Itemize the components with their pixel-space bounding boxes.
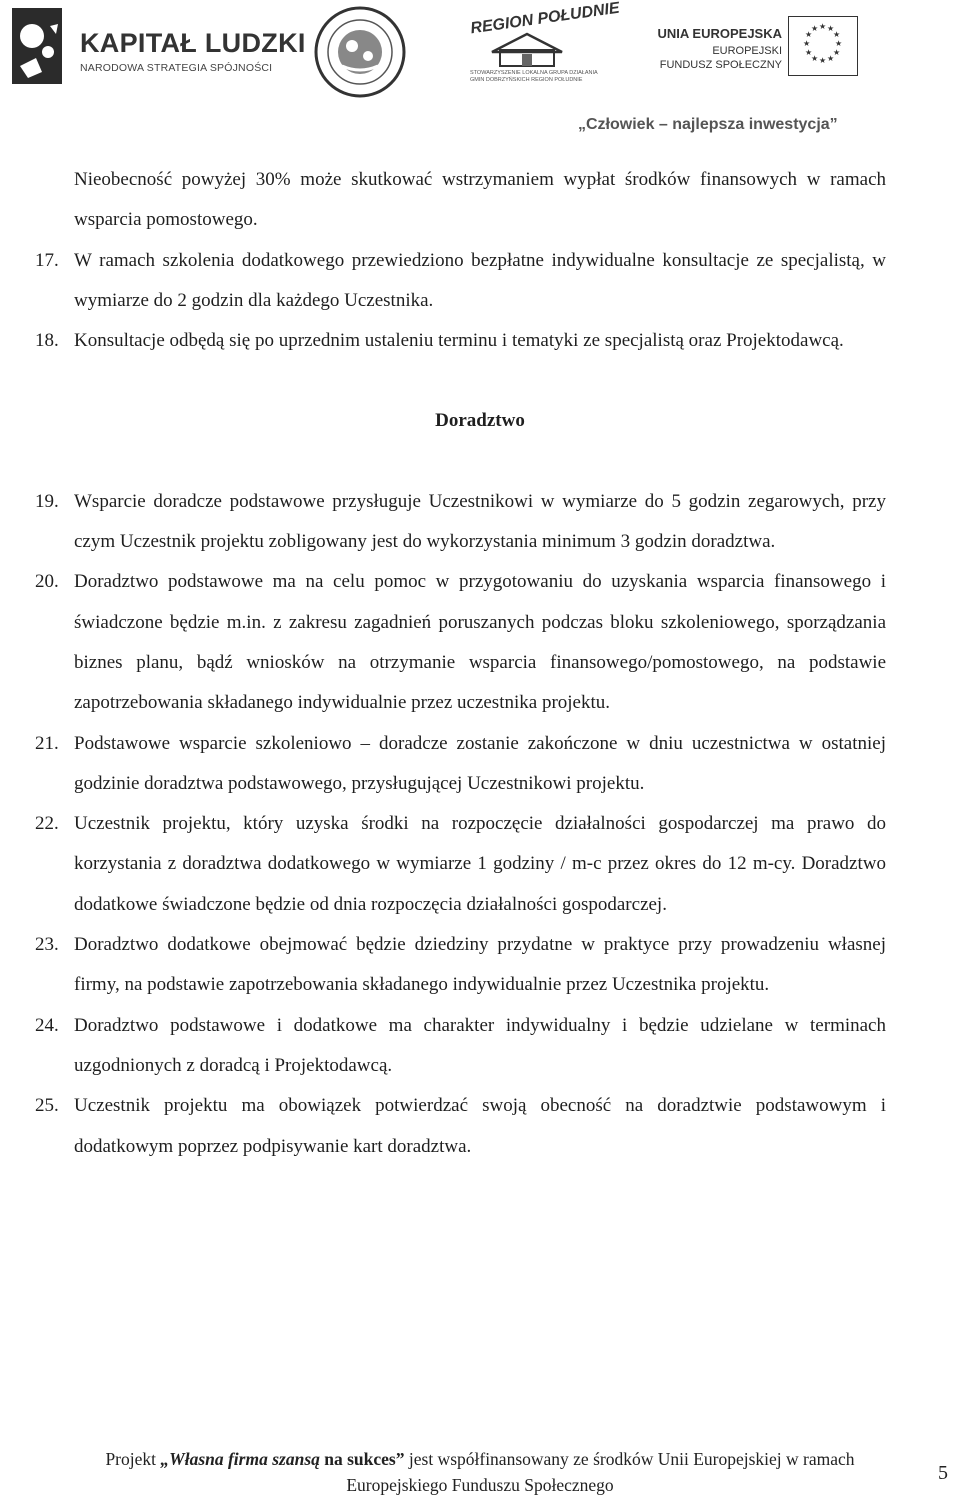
list-item: [35, 925, 886, 1006]
region-poludnie-subtitle: STOWARZYSZENIE LOKALNA GRUPA DZIAŁANIA GMIN DOBRZYŃSKICH REGION POŁUDNIE: [470, 70, 598, 83]
kapital-ludzki-subtitle: NARODOWA STRATEGIA SPÓJNOŚCI: [80, 62, 273, 74]
svg-text:★: ★: [827, 54, 835, 63]
item-text: W ramach szkolenia dodatkowego przewiedziono bezpłatne indywidualne konsultacje ze specjalistą, w wymiarze do 2 godzin dla każdego Uczestnika.: [74, 249, 886, 311]
kapital-ludzki-emblem-icon: [10, 6, 70, 86]
svg-text:★: ★: [835, 39, 843, 48]
list-item: [35, 482, 886, 563]
svg-text:★: ★: [805, 48, 813, 57]
svg-text:★: ★: [811, 54, 819, 63]
item-number: 22.: [35, 813, 59, 835]
slogan: „Człowiek – najlepsza inwestycja”: [578, 116, 838, 133]
kapital-ludzki-title: KAPITAŁ LUDZKI: [80, 28, 306, 58]
document-footer: [0, 1446, 960, 1498]
svg-text:★: ★: [827, 24, 835, 33]
eu-fund-line1: EUROPEJSKI: [712, 45, 782, 57]
item-number: 24.: [35, 1014, 59, 1036]
item-text: Uczestnik projektu ma obowiązek potwierdzać swoją obecność na doradztwie podstawowym i dodatkowym poprzez podpisywanie kart doradztwa.: [74, 1095, 886, 1157]
footer-project-title: „Własna firma szansą: [160, 1449, 320, 1469]
item-number: 25.: [35, 1095, 59, 1117]
document-header: [0, 0, 960, 140]
intro-paragraph: Nieobecność powyżej 30% może skutkować wstrzymaniem wypłat środków finansowych w ramach wsparcia pomostowego.: [74, 169, 886, 231]
svg-text:★: ★: [819, 56, 827, 65]
region-poludnie-title: REGION POŁUDNIE: [469, 0, 621, 38]
item-text: Podstawowe wsparcie szkoleniowo – doradcze zostanie zakończone w dniu uczestnictwa w ostatniej godzinie doradztwa podstawowego, przysługującej Uczestnikowi projektu.: [74, 732, 886, 794]
spacer: [74, 361, 886, 401]
eu-title: UNIA EUROPEJSKA: [657, 26, 782, 41]
item-number: 19.: [35, 490, 59, 512]
association-seal-icon: [312, 4, 408, 100]
house-icon: [482, 32, 572, 68]
item-text: Doradztwo dodatkowe obejmować będzie dziedziny przydatne w praktyce przy prowadzeniu własnej firmy, na podstawie zapotrzebowania składanego indywidualnie przez Uczestnika projektu.: [74, 934, 886, 996]
list-item: [35, 562, 886, 723]
item-text: Konsultacje odbędą się po uprzednim ustaleniu terminu i tematyki ze specjalistą oraz Projektodawcą.: [74, 330, 844, 352]
svg-text:★: ★: [819, 22, 827, 31]
svg-text:★: ★: [833, 30, 841, 39]
list-item: [35, 724, 886, 805]
association-seal-logo: [312, 4, 408, 100]
list-item: [35, 1086, 886, 1167]
eu-fund-line2: FUNDUSZ SPOŁECZNY: [659, 59, 782, 71]
svg-text:★: ★: [803, 39, 811, 48]
item-text: Uczestnik projektu, który uzyska środki na rozpoczęcie działalności gospodarczej ma prawo do korzystania z doradztwa dodatkowego w wymiarze 1 godziny / m-c przez okres do 12 m-cy. Doradztwo dodatkowe świadczone będzie od dnia rozpoczęcia działalności gospodarczej.: [74, 813, 886, 915]
svg-text:★: ★: [805, 30, 813, 39]
footer-line1: Projekt „Własna firma szansą na sukces” jest współfinansowany ze środków Unii Europejskiej w ramach: [105, 1449, 855, 1469]
eu-logo: [636, 16, 858, 78]
section-heading: Doradztwo: [435, 410, 525, 432]
kapital-ludzki-logo: [10, 6, 306, 86]
svg-text:★: ★: [833, 48, 841, 57]
item-number: 17.: [35, 249, 59, 271]
region-poludnie-logo: [462, 0, 621, 90]
item-text: Doradztwo podstawowe ma na celu pomoc w przygotowaniu do uzyskania wsparcia finansowego i świadczone będzie m.in. z zakresu zagadnień poruszanych podczas bloku szkoleniowego, sporządzania biznes planu, bądź wniosków na otrzymanie wsparcia finansowego/pomostowego, na podstawie zapotrzebowania składanego indywidualnie przez uczestnika projektu.: [74, 571, 886, 714]
page-number: 5: [938, 1462, 948, 1484]
spacer: [74, 442, 886, 482]
item-number: 23.: [35, 934, 59, 956]
list-item: [35, 804, 886, 925]
svg-text:★: ★: [811, 24, 819, 33]
footer-line2: Europejskiego Funduszu Społecznego: [346, 1475, 614, 1495]
eu-flag-icon: [788, 16, 858, 76]
list-item: [35, 321, 886, 361]
item-text: Doradztwo podstawowe i dodatkowe ma charakter indywidualny i będzie udzielane w terminach uzgodnionych z doradcą i Projektodawcą.: [74, 1014, 886, 1076]
list-item: [35, 241, 886, 322]
item-text: Wsparcie doradcze podstawowe przysługuje Uczestnikowi w wymiarze do 5 godzin zegarowych, przy czym Uczestnik projektu zobligowany jest do wykorzystania minimum 3 godzin doradztwa.: [74, 490, 886, 553]
item-number: 18.: [35, 330, 59, 352]
item-number: 21.: [35, 732, 59, 754]
list-item: [35, 1006, 886, 1087]
document-body: [35, 160, 886, 1167]
item-number: 20.: [35, 571, 59, 593]
